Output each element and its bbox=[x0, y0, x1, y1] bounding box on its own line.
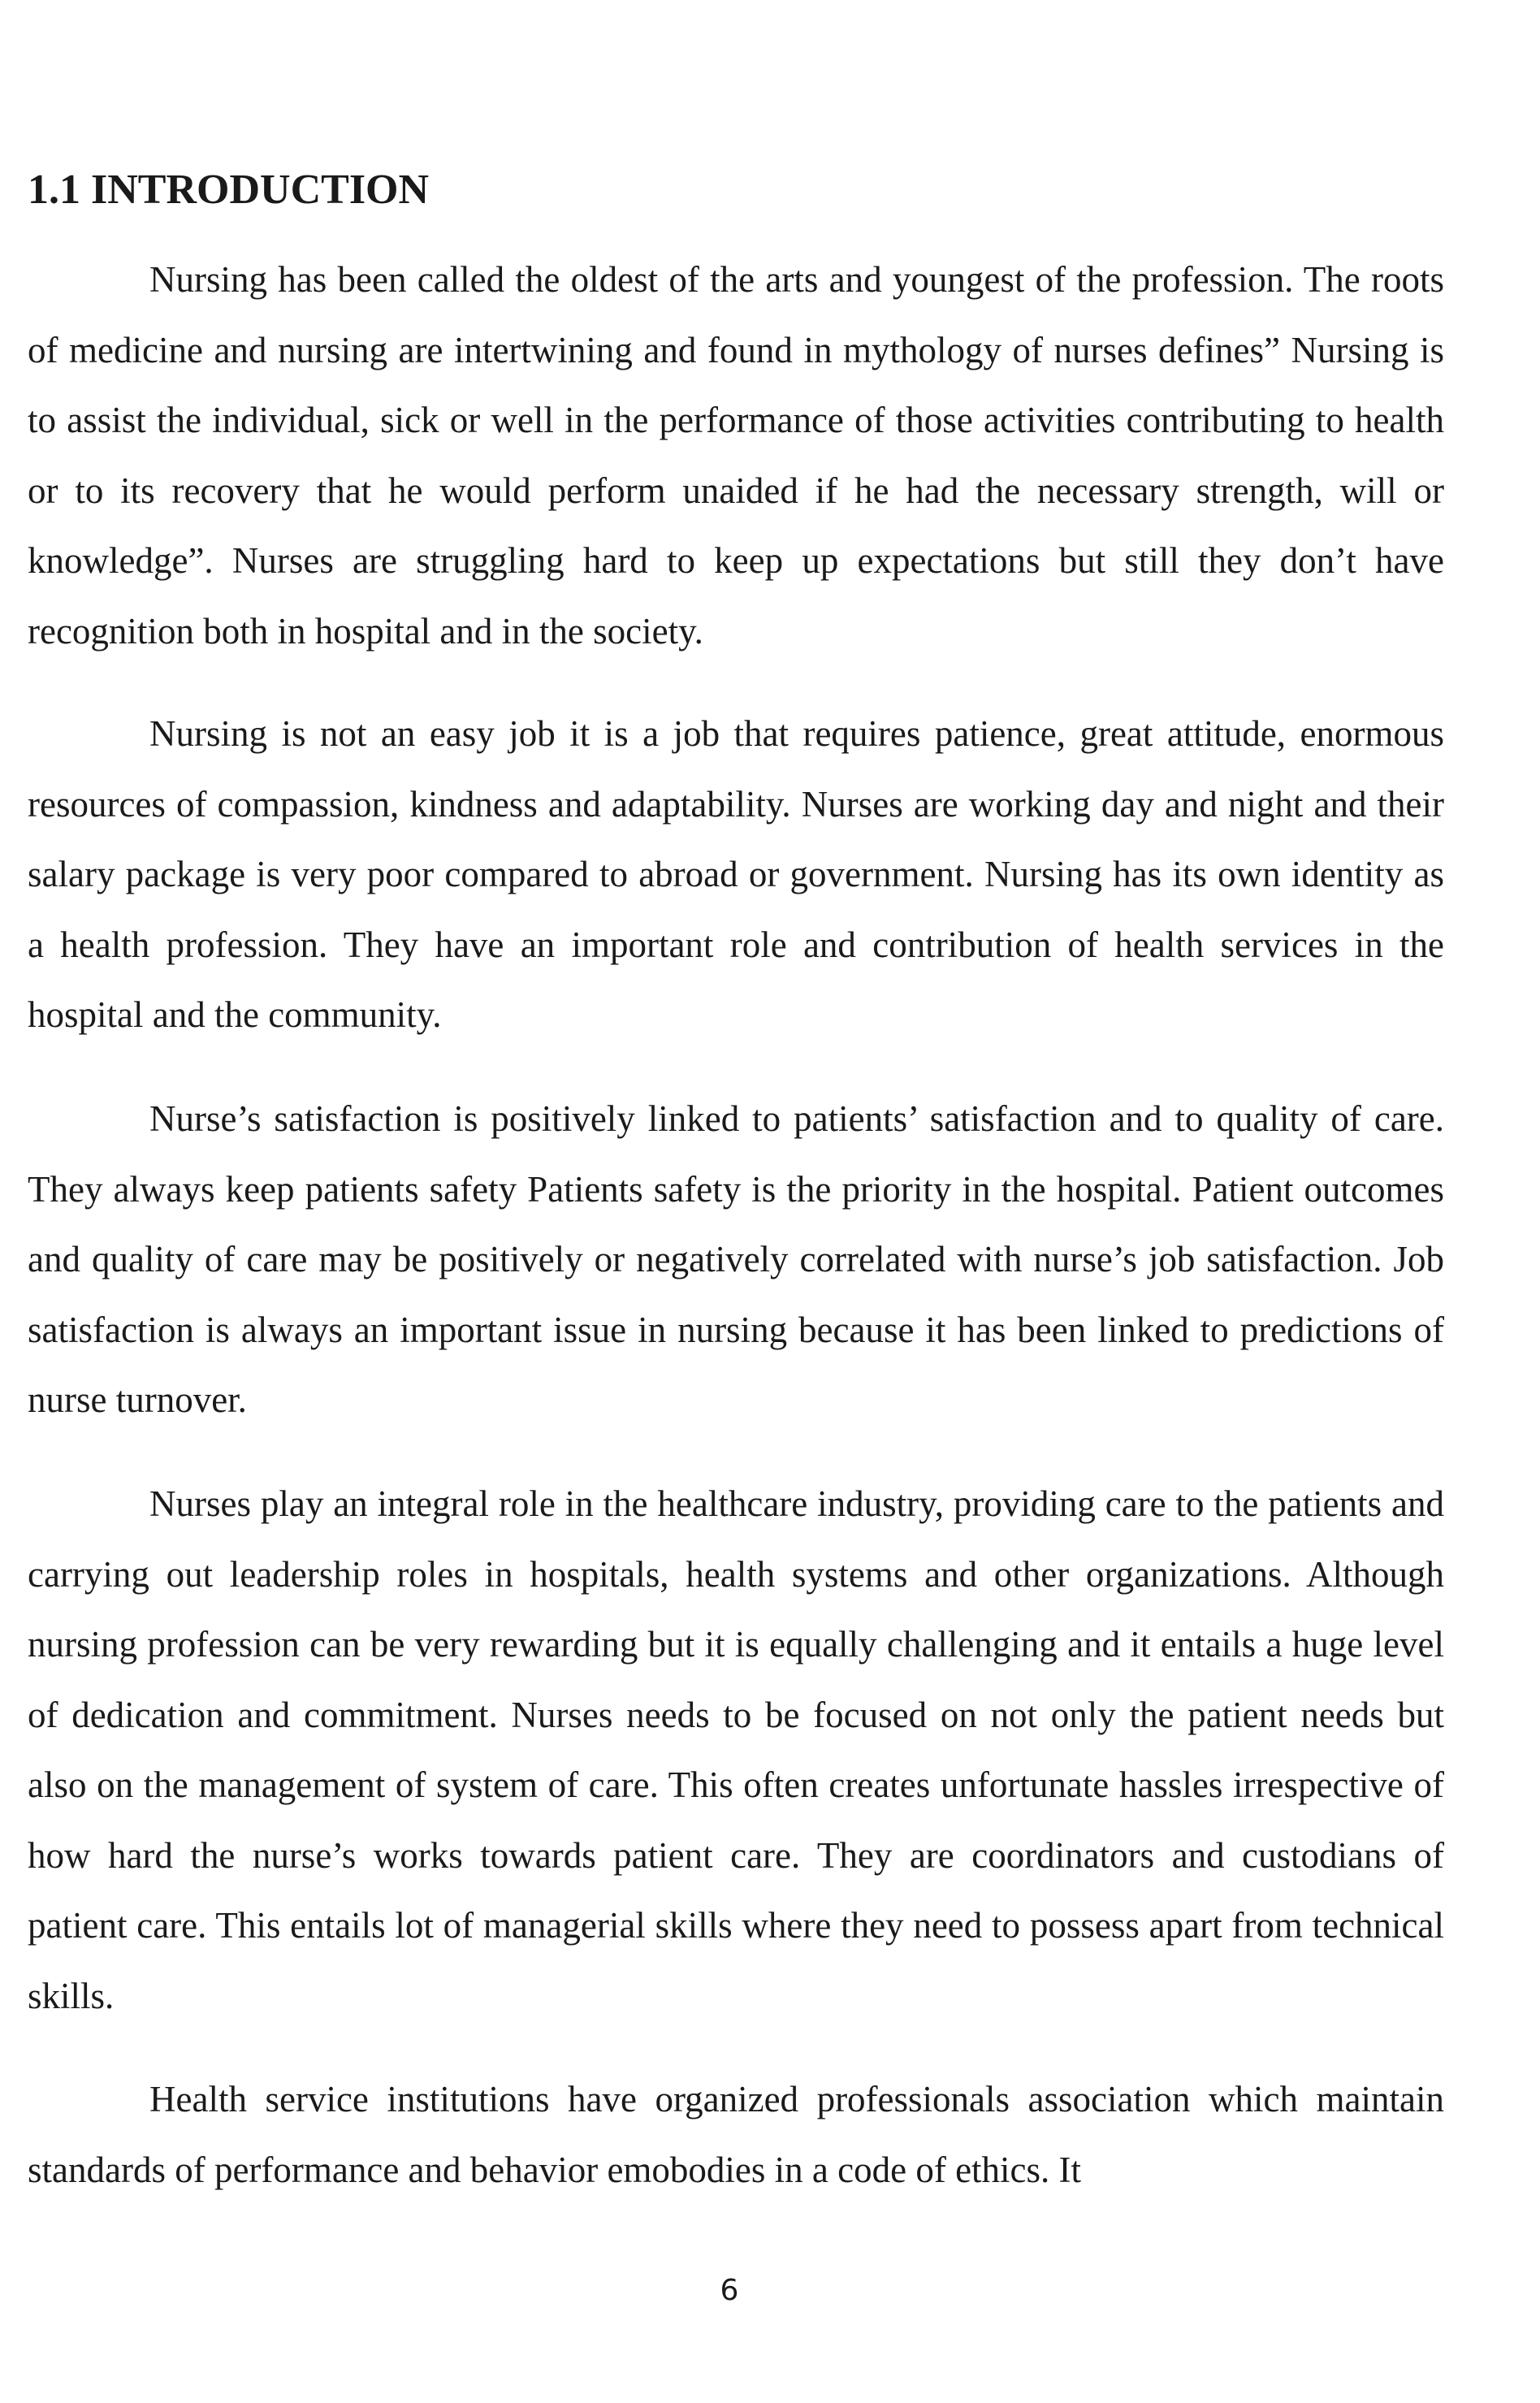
paragraph-nursing-job: Nursing is not an easy job it is a job that requires patience, great attitude, enormous resources of compassion, kindness and adaptability. Nurses are working day and night and their salary package is very poor compared to abroad or government. Nursing has its own identity as a health profession. They have an important role and contribution of health services in the hospital and the community. bbox=[28, 713, 1444, 1035]
page-number: 6 bbox=[720, 2274, 739, 2307]
paragraph-health-institutions: Health service institutions have organized professionals association which maintain standards of performance and behavior emobodies in a code of ethics. It bbox=[28, 2079, 1444, 2190]
paragraph-nurse-satisfaction: Nurse’s satisfaction is positively linked to patients’ satisfaction and to quality of care. They always keep patients safety Patients safety is the priority in the hospital. Patient outcomes and quality of care may be positively or negatively correlated with nurse’s job satisfaction. Job satisfaction is always an important issue in nursing because it has been linked to predictions of nurse turnover. bbox=[28, 1098, 1444, 1420]
section-title: 1.1 INTRODUCTION bbox=[28, 167, 430, 213]
paragraph-nursing-history: Nursing has been called the oldest of the arts and youngest of the profession. The roots of medicine and nursing are intertwining and found in mythology of nurses defines” Nursing is to assist the individual, sick or well in the performance of those activities contributing to health or to its recovery that he would perform unaided if he had the necessary strength, will or knowledge”. Nurses are struggling hard to keep up expectations but still they don’t have recognition both in hospital and in the society. bbox=[28, 259, 1444, 652]
paragraph-nurses-role: Nurses play an integral role in the healthcare industry, providing care to the patients and carrying out leadership roles in hospitals, health systems and other organizations. Although nursing profession can be very rewarding but it is equally challenging and it entails a huge level of dedication and commitment. Nurses needs to be focused on not only the patient needs but also on the management of system of care. This often creates unfortunate hassles irrespective of how hard the nurse’s works towards patient care. They are coordinators and custodians of patient care. This entails lot of managerial skills where they need to possess apart from technical skills. bbox=[28, 1483, 1444, 2016]
